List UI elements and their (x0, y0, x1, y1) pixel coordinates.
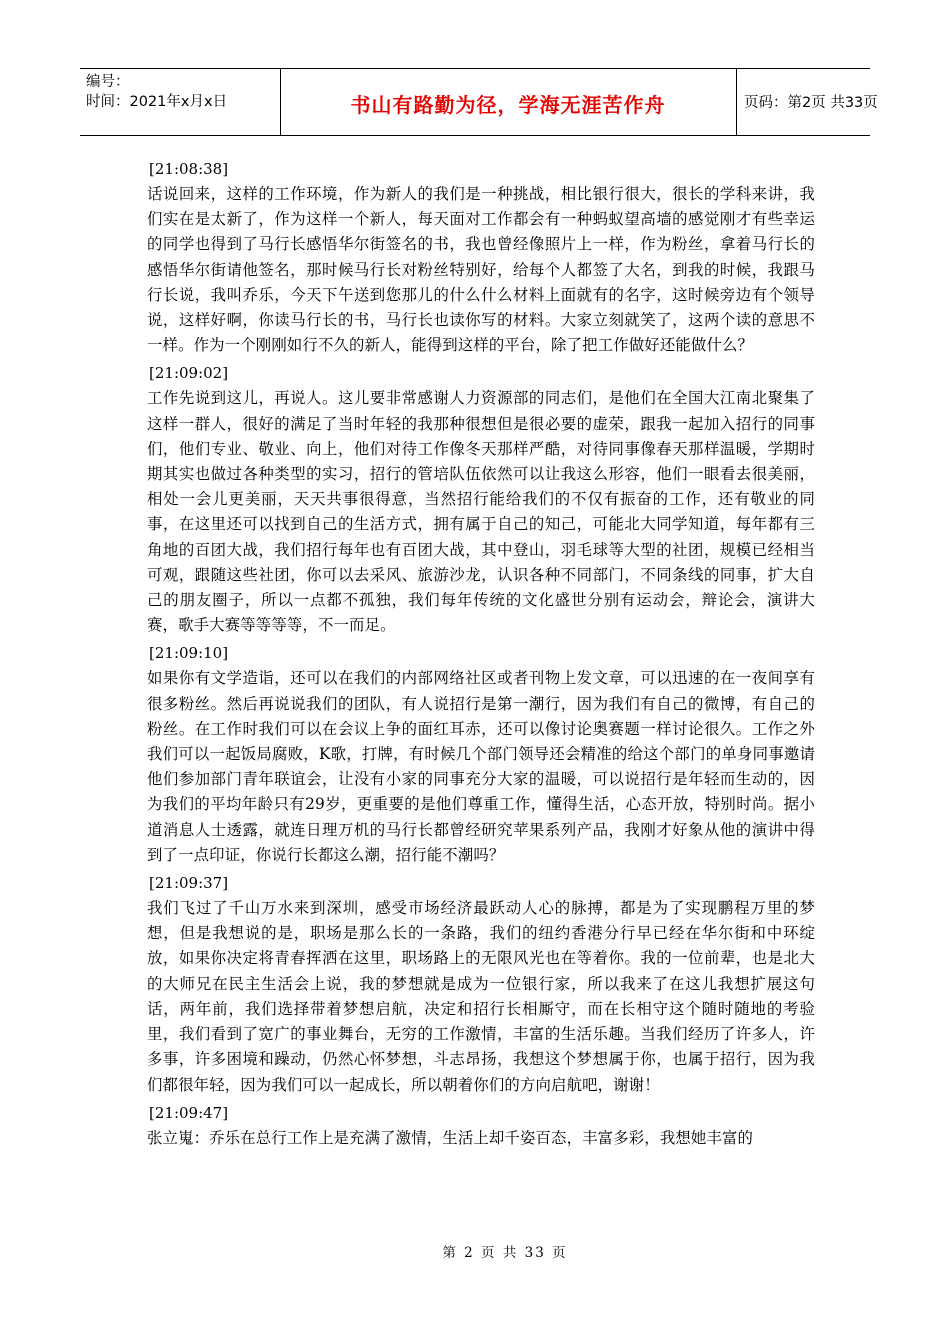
paragraph: 我们飞过了千山万水来到深圳，感受市场经济最跃动人心的脉搏，都是为了实现鹏程万里的梦想，但是我想说的是，职场是那么长的一条路，我们的纽约香港分行早已经在华尔街和中环绽放，如果你决定将青春挥洒在这里，职场路上的无限风光也在等着你。我的一位前辈，也是北大的大师兄在民主生活会上说，我的梦想就是成为一位银行家，所以我来了在这儿我想扩展这句话，两年前，我们选择带着梦想启航，决定和招行长相厮守，而在长相守这个随时随地的考验里，我们看到了宽广的事业舞台，无穷的工作激情，丰富的生活乐趣。当我们经历了许多人，许多事，许多困境和躁动，仍然心怀梦想，斗志昂扬，我想这个梦想属于你，也属于招行，因为我们都很年轻，因为我们可以一起成长，所以朝着你们的方向启航吧，谢谢！ (147, 899, 815, 1094)
timestamp: [21:08:38] (149, 160, 229, 178)
timestamp: [21:09:37] (149, 874, 229, 893)
timestamp: [21:09:02] (149, 364, 229, 383)
timestamp: [21:09:10] (149, 644, 229, 663)
number-label: 编号： (86, 74, 130, 90)
document-header (80, 68, 878, 136)
header-motto-cell (280, 69, 737, 135)
timestamp: [21:09:47] (149, 1103, 229, 1122)
header-page-cell (736, 69, 878, 135)
motto: 书山有路勤为径，学海无涯苦作舟 (350, 93, 666, 117)
page-footer: 第 2 页 共 33 页 (442, 1245, 568, 1261)
paragraph: 工作先说到这儿，再说人。这儿要非常感谢人力资源部的同志们，是他们在全国大江南北聚集了这样一群人，很好的满足了当时年轻的我那种很想但是很必要的虚荣，跟我一起加入招行的同事们，他们专业、敬业、向上，他们对待工作像冬天那样严酷，对待同事像春天那样温暖，学期时期其实也做过各种类型的实习，招行的管培队伍依然可以让我这么形容，他们一眼看去很美丽，相处一会儿更美丽，天天共事很得意，当然招行能给我们的不仅有振奋的工作，还有敬业的同事，在这里还可以找到自己的生活方式，拥有属于自己的知己，可能北大同学知道，每年都有三角地的百团大战，我们招行每年也有百团大战，其中登山，羽毛球等大型的社团，规模已经相当可观，跟随这些社团，你可以去采风、旅游沙龙，认识各种不同部门，不同条线的同事，扩大自己的朋友圈子，所以一点都不孤独，我们每年传统的文化盛世分别有运动会，辩论会，演讲大赛，歌手大赛等等等等，不一而足。 (147, 389, 815, 635)
transcript-body (143, 160, 815, 1151)
paragraph: 话说回来，这样的工作环境，作为新人的我们是一种挑战，相比银行很大，很长的学科来讲，我们实在是太新了，作为这样一个新人，每天面对工作都会有一种蚂蚁望高墙的感觉刚才有些幸运的同学也得到了马行长感悟华尔街签名的书，我也曾经像照片上一样，作为粉丝，拿着马行长的感悟华尔街请他签名，那时候马行长对粉丝特别好，给每个人都签了大名，到我的时候，我跟马行长说，我叫乔乐，今天下午送到您那儿的什么什么材料上面就有的名字，这时候旁边有个领导说，这样好啊，你读马行长的书，马行长也读你写的材料。大家立刻就笑了，这两个读的意思不一样。作为一个刚刚如行不久的新人，能得到这样的平台，除了把工作做好还能做什么？ (147, 185, 815, 355)
date-label: 时间：2021年x月x日 (86, 94, 228, 110)
paragraph: 张立嵬：乔乐在总行工作上是充满了激情，生活上却千姿百态，丰富多彩，我想她丰富的 (147, 1128, 754, 1147)
page-info: 页码：第2页 共33页 (744, 95, 878, 111)
paragraph: 如果你有文学造诣，还可以在我们的内部网络社区或者刊物上发文章，可以迅速的在一夜间享有很多粉丝。然后再说说我们的团队，有人说招行是第一潮行，因为我们有自己的微博，有自己的粉丝。在工作时我们可以在会议上争的面红耳赤，还可以像讨论奥赛题一样讨论很久。工作之外我们可以一起饭局腐败，K歌，打牌，有时候几个部门领导还会精准的给这个部门的单身同事邀请他们参加部门青年联谊会，让没有小家的同事充分大家的温暖，可以说招行是年轻而生动的，因为我们的平均年龄只有29岁，更重要的是他们尊重工作，懂得生活，心态开放，特别时尚。据小道消息人士透露，就连日理万机的马行长都曾经研究苹果系列产品，我刚才好象从他的演讲中得到了一点印证，你说行长都这么潮，招行能不潮吗？ (147, 669, 815, 864)
header-meta-cell (80, 69, 281, 135)
